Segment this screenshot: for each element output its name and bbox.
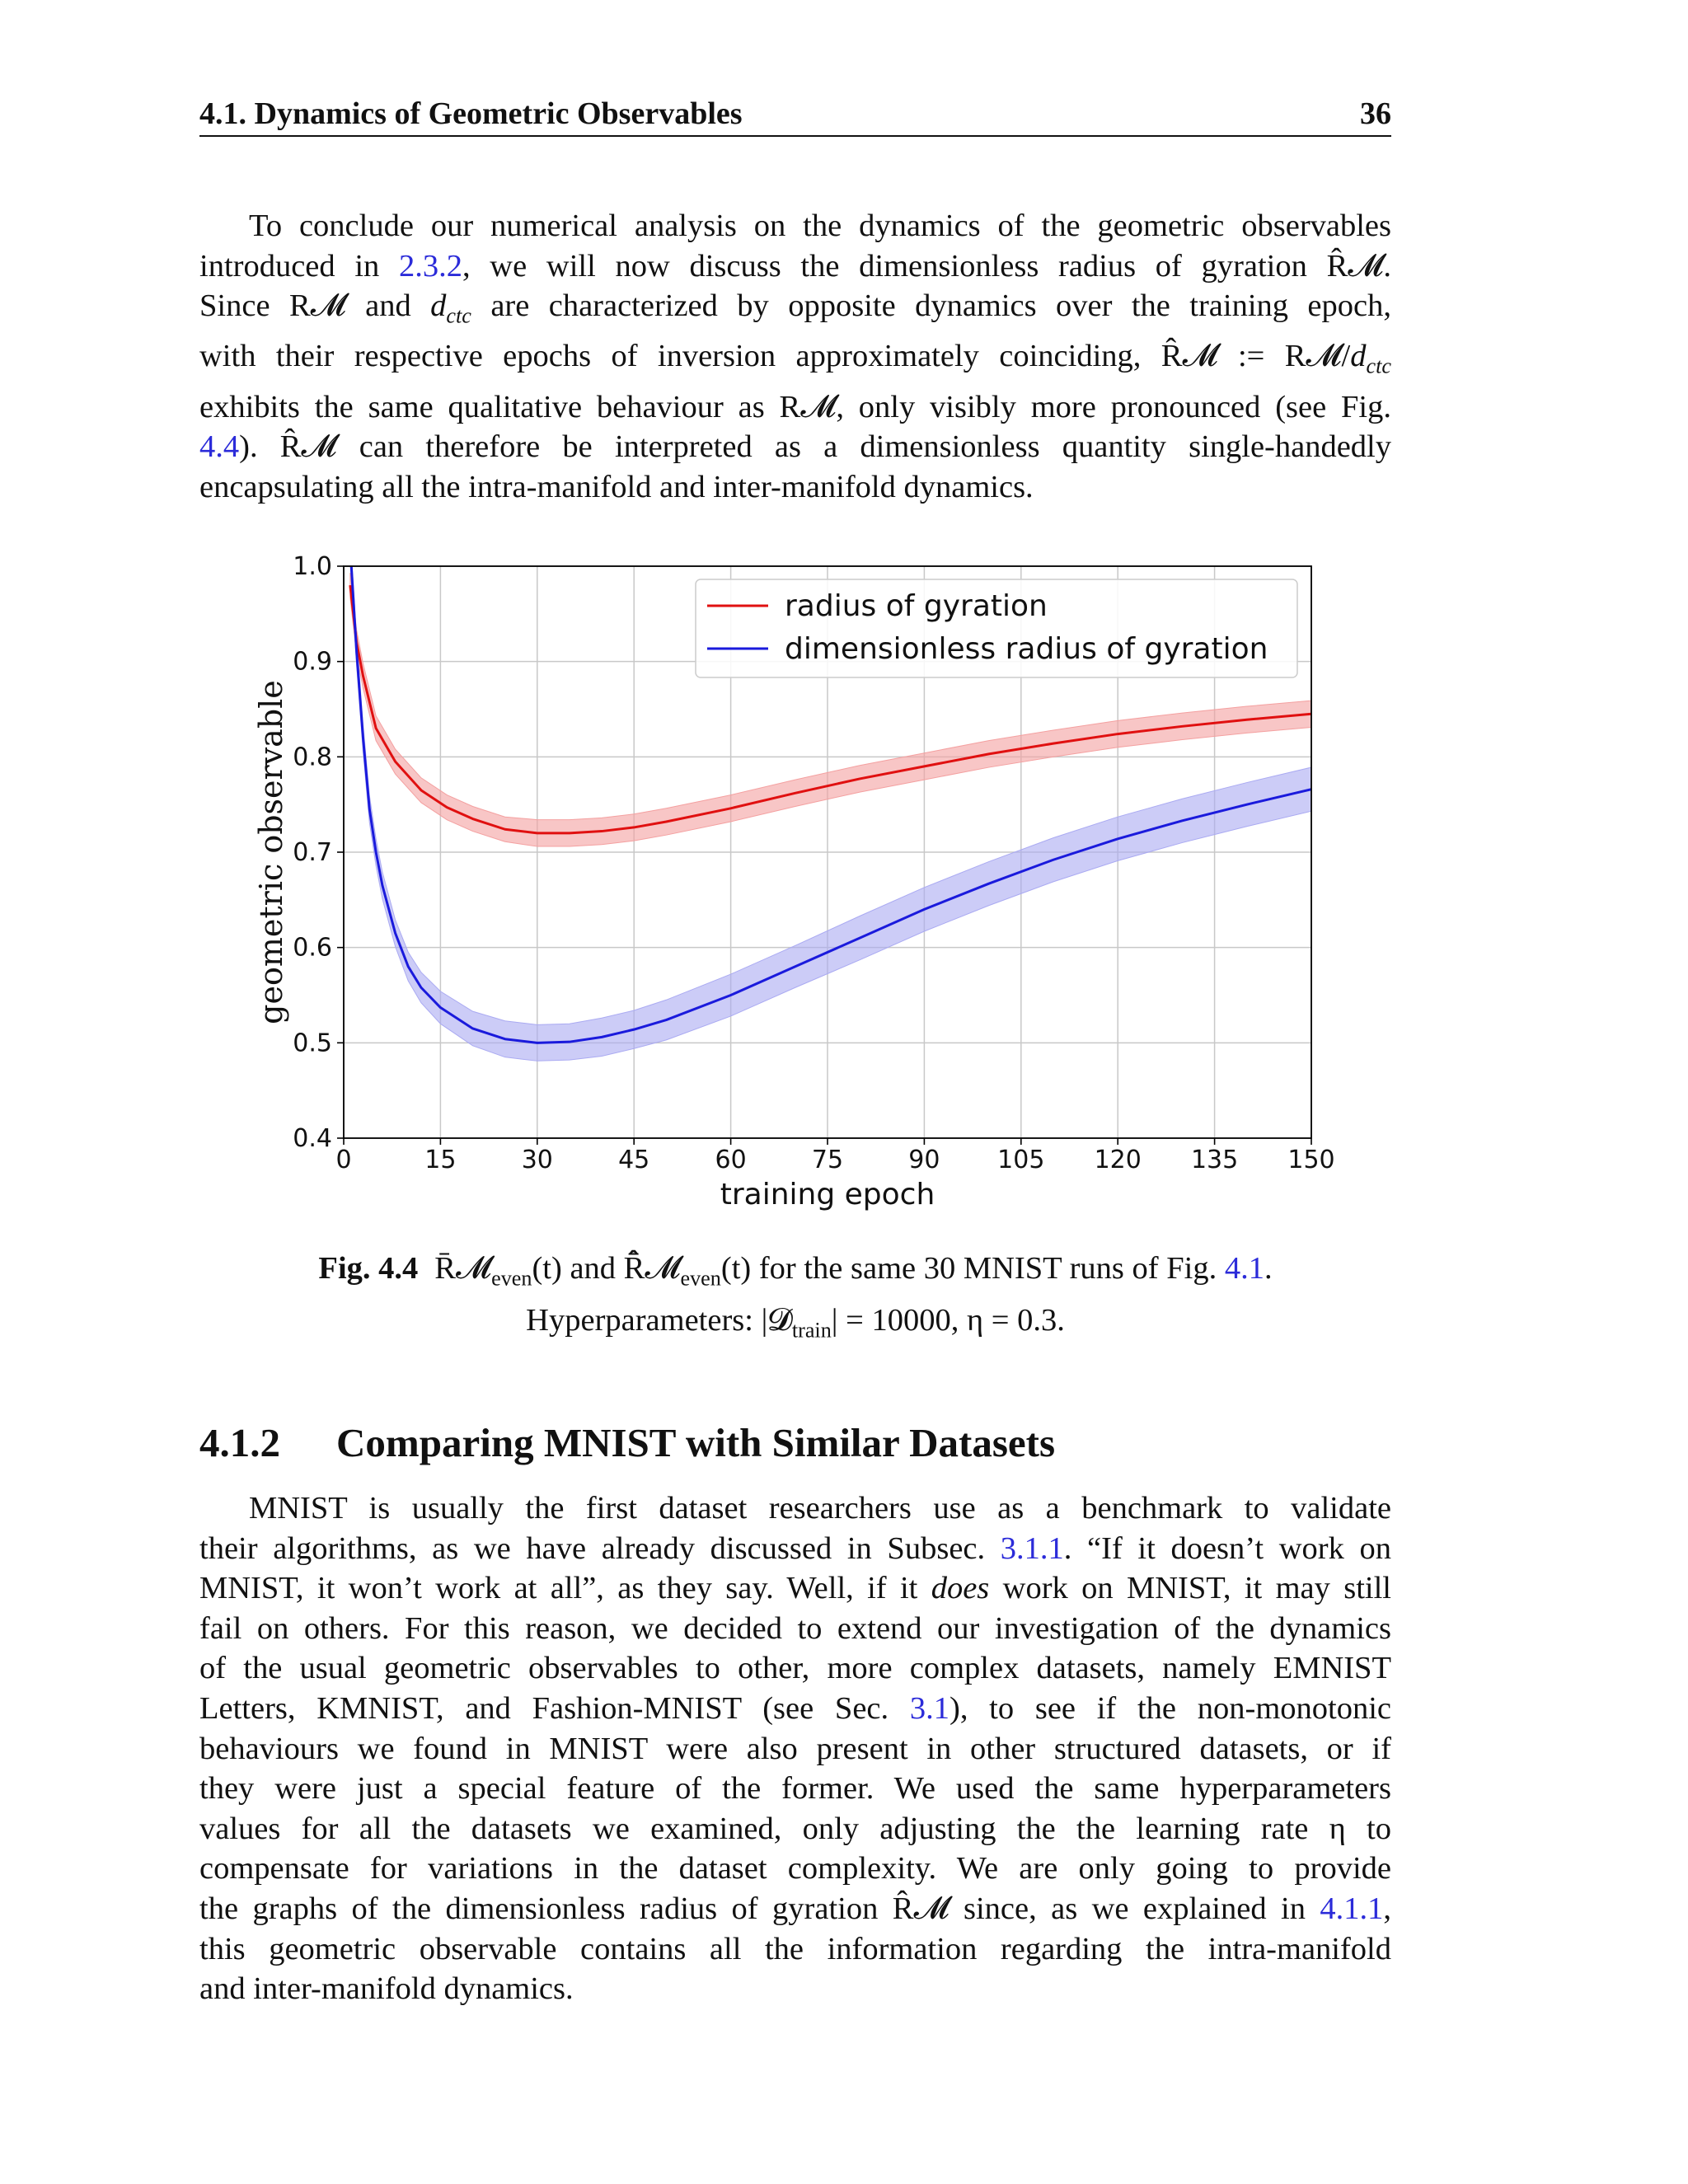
x-tick-label: 45: [618, 1146, 650, 1174]
paragraph-comparing: [199, 1488, 1391, 2009]
section-number: 4.1.2: [199, 1420, 280, 1465]
paragraph-comparing-line: compensate for variations in the dataset complexity. We are only going to provide: [199, 1851, 1391, 1886]
x-tick-label: 75: [811, 1146, 844, 1174]
legend-label-1: radius of gyration: [785, 589, 1048, 623]
section-title: Comparing MNIST with Similar Datasets: [336, 1420, 1056, 1465]
paragraph-comparing-line: the graphs of the dimensionless radius of gyration R̂𝓜 since, as we explained in 4.1.1,: [199, 1891, 1391, 1926]
paragraph-comparing-line: they were just a special feature of the former. We used the same hyperparameters: [199, 1771, 1391, 1807]
x-axis-label: training epoch: [720, 1178, 935, 1212]
paragraph-comparing-line: their algorithms, as we have already discussed in Subsec. 3.1.1. “If it doesn’t work on: [199, 1530, 1391, 1566]
paragraph-intro-line: exhibits the same qualitative behaviour as R𝓜, only visibly more pronounced (see Fig.: [199, 389, 1391, 424]
x-tick-label: 90: [908, 1146, 940, 1174]
paragraph-comparing-line: MNIST, it won’t work at all”, as they say. Well, if it does work on MNIST, it may still: [199, 1571, 1391, 1606]
page-number: 36: [1360, 96, 1391, 131]
x-tick-label: 60: [715, 1146, 747, 1174]
section-heading: [199, 1419, 1391, 1466]
paragraph-intro: [199, 206, 1391, 508]
paragraph-comparing-line: behaviours we found in MNIST were also present in other structured datasets, or if: [199, 1731, 1391, 1766]
figure-label: Fig. 4.4: [318, 1251, 419, 1286]
paragraph-intro-line: with their respective epochs of inversion approximately coinciding, R̂𝓜 := $R𝓜/d_{ctc}$: [199, 339, 1391, 379]
x-tick-label: 30: [521, 1146, 553, 1174]
x-tick-label: 105: [997, 1146, 1045, 1174]
paragraph-intro-line: Since R𝓜 and $d_{ctc}$ are characterized by opposite dynamics over the training epoch,: [199, 288, 1391, 328]
paragraph-comparing-line: MNIST is usually the first dataset researchers use as a benchmark to validate: [249, 1491, 1391, 1526]
y-tick-label: 0.7: [293, 838, 332, 867]
figure-4-4: [247, 544, 1352, 1228]
x-tick-label: 120: [1094, 1146, 1142, 1174]
paragraph-comparing-line: this geometric observable contains all the information regarding the intra-manifold: [199, 1931, 1391, 1966]
caption-line-2: Hyperparameters: |𝓓$_{train}$| = 10000, η = 0.3.: [526, 1302, 1065, 1343]
x-tick-label: 150: [1287, 1146, 1335, 1174]
paragraph-intro-line: 4.4). R̂𝓜 can therefore be interpreted as a dimensionless quantity single-handedly: [199, 429, 1391, 465]
y-tick-label: 0.4: [293, 1124, 332, 1153]
x-tick-label: 135: [1190, 1146, 1239, 1174]
paragraph-comparing-line: and inter-manifold dynamics.: [199, 1971, 574, 2007]
y-tick-label: 0.5: [293, 1029, 332, 1058]
y-axis-label: geometric observable: [253, 680, 289, 1024]
line-chart: [247, 544, 1352, 1228]
y-tick-label: 1.0: [293, 552, 332, 581]
caption-line-1: [199, 1248, 1391, 1300]
x-tick-label: 0: [335, 1146, 352, 1174]
figure-caption: [199, 1248, 1391, 1351]
paragraph-intro-line: To conclude our numerical analysis on the dynamics of the geometric observables: [249, 209, 1391, 243]
y-tick-label: 0.8: [293, 743, 332, 772]
paragraph-intro-line: encapsulating all the intra-manifold and inter-manifold dynamics.: [199, 469, 1034, 504]
legend: [696, 579, 1297, 677]
paragraph-comparing-line: values for all the datasets we examined, only adjusting the the learning rate η to: [199, 1811, 1391, 1846]
y-tick-label: 0.6: [293, 933, 332, 963]
caption-text-1: R̄𝓜$_{even}$(t) and R̂̄𝓜$_{even}$(t) for the same 30 MNIST runs of Fig. 4.1.: [434, 1251, 1273, 1291]
paragraph-comparing-line: of the usual geometric observables to other, more complex datasets, namely EMNIST: [199, 1651, 1391, 1686]
paragraph-comparing-line: fail on others. For this reason, we decided to extend our investigation of the dynamics: [199, 1610, 1391, 1646]
x-tick-label: 15: [424, 1146, 457, 1174]
running-head-title: 4.1. Dynamics of Geometric Observables: [199, 96, 743, 131]
running-head: [199, 92, 1391, 137]
paragraph-comparing-line: Letters, KMNIST, and Fashion-MNIST (see Sec. 3.1), to see if the non-monotonic: [199, 1690, 1391, 1726]
paragraph-intro-line: introduced in 2.3.2, we will now discuss the dimensionless radius of gyration R̂𝓜.: [199, 248, 1391, 284]
legend-label-2: dimensionless radius of gyration: [785, 632, 1268, 666]
y-tick-label: 0.9: [293, 647, 332, 677]
